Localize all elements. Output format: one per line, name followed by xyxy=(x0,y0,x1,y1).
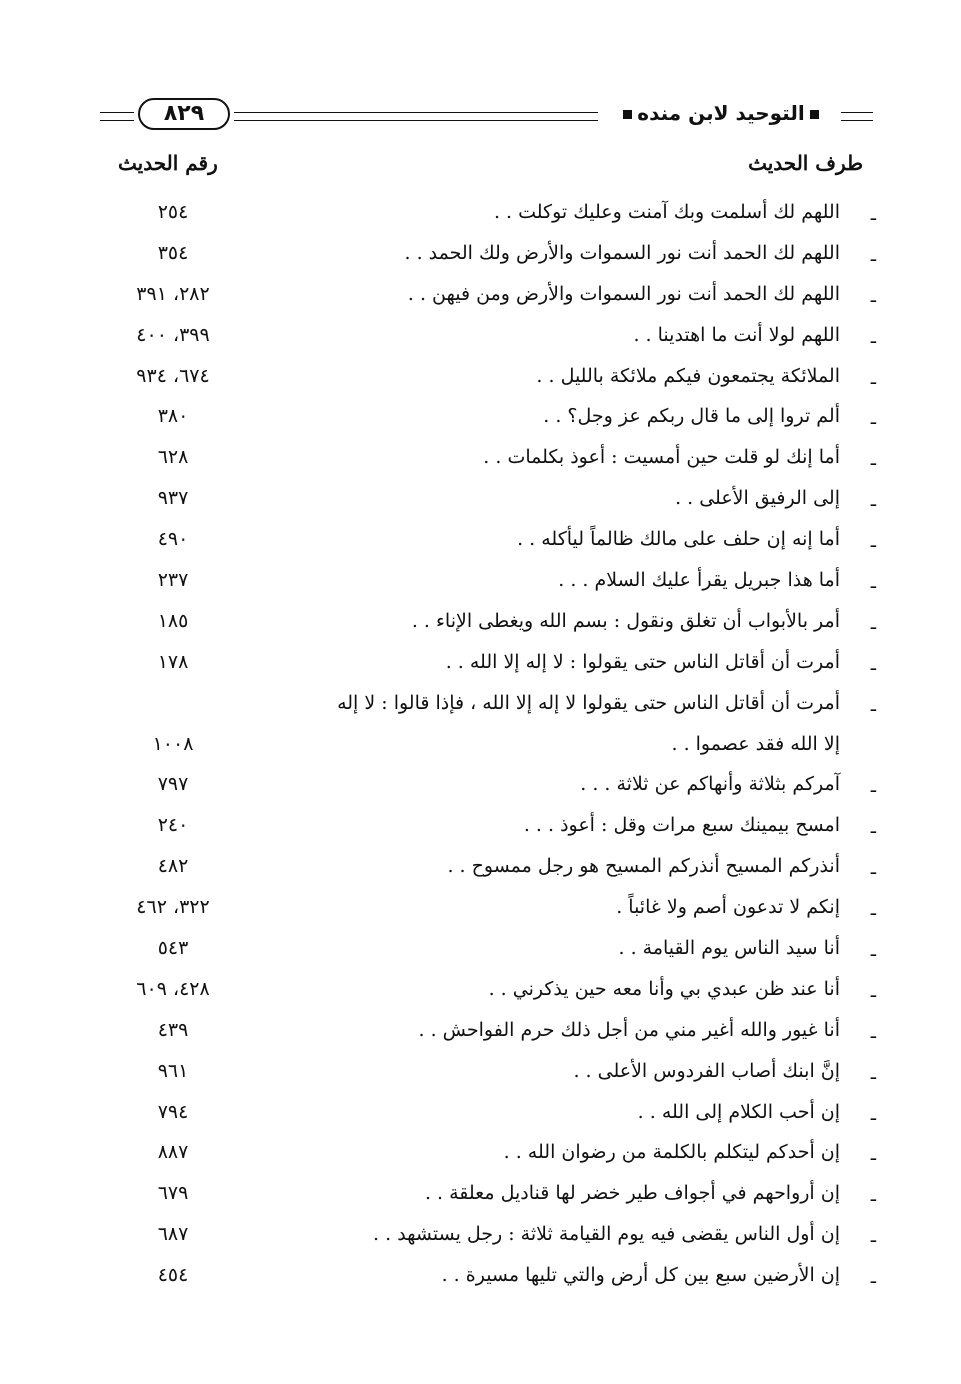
entry-number: ٩٦١ xyxy=(157,1059,189,1082)
entry-number: ٤٢٨، ٦٠٩ xyxy=(136,977,210,1000)
entry-text: أما إنه إن حلف على مالك ظالماً ليأكله . . xyxy=(517,528,840,551)
entry-text: أنا عند ظن عبدي بي وأنا معه حين يذكرني . . xyxy=(488,977,840,1000)
entry-number: ٢٥٤ xyxy=(157,201,189,223)
entry-dash: ـ xyxy=(870,285,876,307)
entry-number: ١٠٠٨ xyxy=(152,732,194,755)
entry-text: آمركم بثلاثة وأنهاكم عن ثلاثة . . . xyxy=(580,773,840,796)
entry-number: ٣٢٢، ٤٦٢ xyxy=(136,896,210,919)
index-entry xyxy=(100,1092,876,1133)
page-number: ٨٢٩ xyxy=(138,98,230,130)
entry-text: إلا الله فقد عصموا . . xyxy=(671,732,840,755)
entry-dash: ـ xyxy=(870,408,876,430)
index-entry xyxy=(100,887,876,928)
entry-dash: ـ xyxy=(870,694,876,716)
entry-number: ٢٤٠ xyxy=(157,814,189,837)
index-entry xyxy=(100,601,876,642)
entry-number: ٤٥٤ xyxy=(157,1264,189,1287)
entry-dash: ـ xyxy=(870,244,876,266)
entry-dash: ـ xyxy=(870,653,876,675)
entry-text: أما هذا جبريل يقرأ عليك السلام . . . xyxy=(558,569,840,592)
entry-number: ٦٧٤، ٩٣٤ xyxy=(136,364,210,387)
index-entry xyxy=(100,274,876,315)
entry-number: ٦٢٨ xyxy=(157,446,189,469)
entry-text: اللهم لك الحمد أنت نور السموات والأرض ومن فيهن . . xyxy=(407,282,840,305)
entry-dash: ـ xyxy=(870,326,876,348)
index-entry xyxy=(100,1051,876,1092)
header-rule-left xyxy=(100,112,134,121)
index-entry xyxy=(100,437,876,478)
entry-text: إن الأرضين سبع بين كل أرض والتي تليها مسيرة . . xyxy=(441,1264,840,1287)
index-entry xyxy=(100,969,876,1010)
book-title xyxy=(608,98,834,128)
entry-number: ٣٩٩، ٤٠٠ xyxy=(136,323,210,346)
entry-number: ٢٨٢، ٣٩١ xyxy=(136,282,210,305)
index-entry xyxy=(100,315,876,356)
hadith-index-list xyxy=(100,192,876,1296)
entry-text: امسح بيمينك سبع مرات وقل : أعوذ . . . xyxy=(523,814,840,837)
entry-text: إن أرواحهم في أجواف طير خضر لها قناديل معلقة . . xyxy=(424,1182,840,1205)
entry-text: أنا سيد الناس يوم القيامة . . xyxy=(618,937,840,960)
index-entry xyxy=(100,1010,876,1051)
square-ornament-icon xyxy=(810,110,819,119)
running-header xyxy=(100,96,873,136)
entry-number: ٢٣٧ xyxy=(157,569,189,592)
entry-dash: ـ xyxy=(870,367,876,389)
entry-number: ٤٣٩ xyxy=(157,1018,189,1041)
entry-dash: ـ xyxy=(870,1144,876,1166)
entry-text: أنذركم المسيح أنذركم المسيح هو رجل ممسوح . . xyxy=(447,855,840,878)
entry-text: إن أحب الكلام إلى الله . . xyxy=(637,1100,840,1123)
entry-text: إنكم لا تدعون أصم ولا غائباً . xyxy=(616,896,840,919)
entry-dash: ـ xyxy=(870,449,876,471)
index-entry xyxy=(100,805,876,846)
index-entry xyxy=(100,642,876,683)
entry-number: ٤٨٢ xyxy=(157,855,189,878)
index-entry xyxy=(100,928,876,969)
entry-number: ٧٩٧ xyxy=(157,773,189,796)
index-entry xyxy=(100,846,876,887)
header-rule-right xyxy=(841,112,873,121)
entry-dash: ـ xyxy=(870,776,876,798)
entry-text: أنا غيور والله أغير مني من أجل ذلك حرم الفواحش . . xyxy=(418,1018,840,1041)
book-title-text: التوحيد لابن منده xyxy=(637,101,805,125)
index-entry xyxy=(100,1132,876,1173)
index-entry xyxy=(100,683,876,724)
index-entry xyxy=(100,560,876,601)
entry-text: أمر بالأبواب أن تغلق ونقول : بسم الله ويغطى الإناء . . xyxy=(411,609,840,632)
entry-text: إن أحدكم ليتكلم بالكلمة من رضوان الله . . xyxy=(503,1141,840,1164)
entry-dash: ـ xyxy=(870,940,876,962)
entry-text: اللهم لك الحمد أنت نور السموات والأرض ولك الحمد . . xyxy=(404,241,840,264)
entry-number: ٣٨٠ xyxy=(157,405,189,428)
index-entry-continuation xyxy=(100,724,876,765)
entry-number: ١٨٥ xyxy=(157,609,189,632)
entry-number: ٧٩٤ xyxy=(157,1100,189,1123)
entry-text: اللهم لك أسلمت وبك آمنت وعليك توكلت . . xyxy=(493,201,840,223)
index-entry xyxy=(100,396,876,437)
entry-number: ٥٤٣ xyxy=(157,937,189,960)
entry-number: ١٧٨ xyxy=(157,650,189,673)
square-ornament-icon xyxy=(623,110,632,119)
index-entry xyxy=(100,356,876,397)
entry-dash: ـ xyxy=(870,1226,876,1248)
entry-number: ٨٨٧ xyxy=(157,1141,189,1164)
entry-dash: ـ xyxy=(870,204,876,225)
index-entry xyxy=(100,192,876,233)
index-entry xyxy=(100,519,876,560)
entry-number: ٦٨٧ xyxy=(157,1223,189,1246)
column-heading-hadith-end: طرف الحديث xyxy=(748,151,863,175)
header-rule-middle xyxy=(234,112,598,121)
entry-dash: ـ xyxy=(870,1267,876,1289)
entry-text: إن أول الناس يقضى فيه يوم القيامة ثلاثة : رجل يستشهد . . xyxy=(373,1223,840,1246)
entry-number: ٦٧٩ xyxy=(157,1182,189,1205)
entry-text: إنَّ ابنك أصاب الفردوس الأعلى . . xyxy=(573,1059,840,1082)
index-entry xyxy=(100,233,876,274)
entry-text: أمرت أن أقاتل الناس حتى يقولوا : لا إله إلا الله . . xyxy=(445,650,840,673)
entry-dash: ـ xyxy=(870,490,876,512)
entry-number: ٤٩٠ xyxy=(157,528,189,551)
entry-text: أمرت أن أقاتل الناس حتى يقولوا لا إله إلا الله ، فإذا قالوا : لا إله xyxy=(337,691,840,714)
index-entry xyxy=(100,1173,876,1214)
entry-dash: ـ xyxy=(870,1103,876,1125)
entry-dash: ـ xyxy=(870,572,876,594)
entry-dash: ـ xyxy=(870,1185,876,1207)
index-entry xyxy=(100,1214,876,1255)
entry-number: ٣٥٤ xyxy=(157,241,189,264)
entry-dash: ـ xyxy=(870,531,876,553)
column-heading-hadith-number: رقم الحديث xyxy=(118,151,218,175)
entry-text: ألم تروا إلى ما قال ربكم عز وجل؟ . . xyxy=(543,405,840,428)
entry-text: أما إنك لو قلت حين أمسيت : أعوذ بكلمات . . xyxy=(483,446,840,469)
entry-text: إلى الرفيق الأعلى . . xyxy=(675,487,840,510)
entry-dash: ـ xyxy=(870,980,876,1002)
entry-number: ٩٣٧ xyxy=(157,487,189,510)
entry-dash: ـ xyxy=(870,1062,876,1084)
entry-dash: ـ xyxy=(870,1021,876,1043)
index-entry xyxy=(100,478,876,519)
entry-dash: ـ xyxy=(870,858,876,880)
index-entry xyxy=(100,1255,876,1296)
entry-dash: ـ xyxy=(870,817,876,839)
entry-dash: ـ xyxy=(870,899,876,921)
entry-text: اللهم لولا أنت ما اهتدينا . . xyxy=(633,323,840,346)
index-entry xyxy=(100,764,876,805)
entry-dash: ـ xyxy=(870,612,876,634)
entry-text: الملائكة يجتمعون فيكم ملائكة بالليل . . xyxy=(536,364,840,387)
